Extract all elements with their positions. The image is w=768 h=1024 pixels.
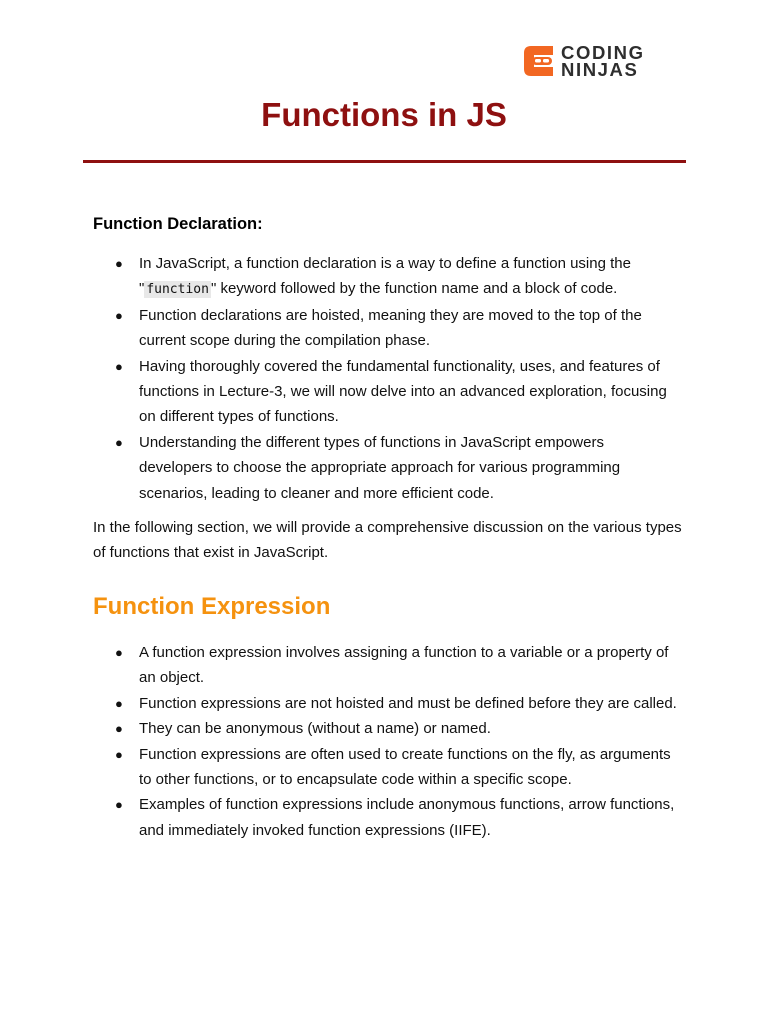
list-item <box>115 792 680 843</box>
list-item-text: Function declarations are hoisted, meaning they are moved to the top of the current scope during the compilation phase. <box>139 306 642 350</box>
list-item <box>115 716 680 741</box>
intro-paragraph: In the following section, we will provide a comprehensive discussion on the various types of functions that exist in JavaScript. <box>93 519 682 562</box>
bullet-icon: ● <box>115 256 123 271</box>
list-item-text: Understanding the different types of functions in JavaScript empowers developers to choose the appropriate approach for various programming scenarios, leading to cleaner and more efficient code. <box>139 433 621 502</box>
inline-code-keyword: function <box>146 282 209 298</box>
declaration-bullet-list <box>115 251 680 506</box>
list-item <box>115 354 680 430</box>
list-item <box>115 251 680 303</box>
bullet-icon: ● <box>115 307 123 323</box>
bullet-icon: ● <box>115 645 123 660</box>
bullet-icon: ● <box>115 695 123 711</box>
list-item-text: Having thoroughly covered the fundamental functionality, uses, and features of functions in Lecture-3, we will now delve into an advanced exploration, focusing on different types of functions. <box>139 357 667 426</box>
logo-line-1: CODING <box>561 42 645 63</box>
list-item <box>115 640 680 691</box>
list-item-text-after: " keyword followed by the function name and a block of code. <box>210 280 618 298</box>
section-heading-expression: Function Expression <box>93 593 331 620</box>
expression-bullet-list <box>115 640 680 843</box>
logo-line-2: NINJAS <box>561 59 639 80</box>
list-item-text: Examples of function expressions include anonymous functions, arrow functions, and immediately invoked function expressions (IIFE). <box>139 796 675 839</box>
list-item-text: They can be anonymous (without a name) or named. <box>139 720 491 738</box>
bullet-icon: ● <box>115 358 123 374</box>
bullet-icon: ● <box>115 797 123 813</box>
bullet-icon: ● <box>115 434 123 450</box>
list-item-text-before: In JavaScript, a function declaration is a way to define a function using the " <box>139 255 631 298</box>
list-item-text: A function expression involves assigning a function to a variable or a property of an object. <box>139 644 669 687</box>
bullet-icon: ● <box>115 746 123 762</box>
list-item-text: Function expressions are often used to create functions on the fly, as arguments to other functions, or to encapsulate code within a specific scope. <box>139 745 671 789</box>
list-item <box>115 303 680 354</box>
list-item <box>115 430 680 506</box>
title-divider <box>83 160 686 163</box>
coding-ninjas-logo <box>523 44 645 78</box>
ninja-logo-icon <box>523 44 557 78</box>
list-item-text: Function expressions are not hoisted and must be defined before they are called. <box>139 694 677 712</box>
page-title: Functions in JS <box>261 96 507 133</box>
list-item <box>115 742 680 793</box>
section-heading-declaration: Function Declaration: <box>93 215 263 233</box>
list-item <box>115 691 680 716</box>
bullet-icon: ● <box>115 721 123 737</box>
